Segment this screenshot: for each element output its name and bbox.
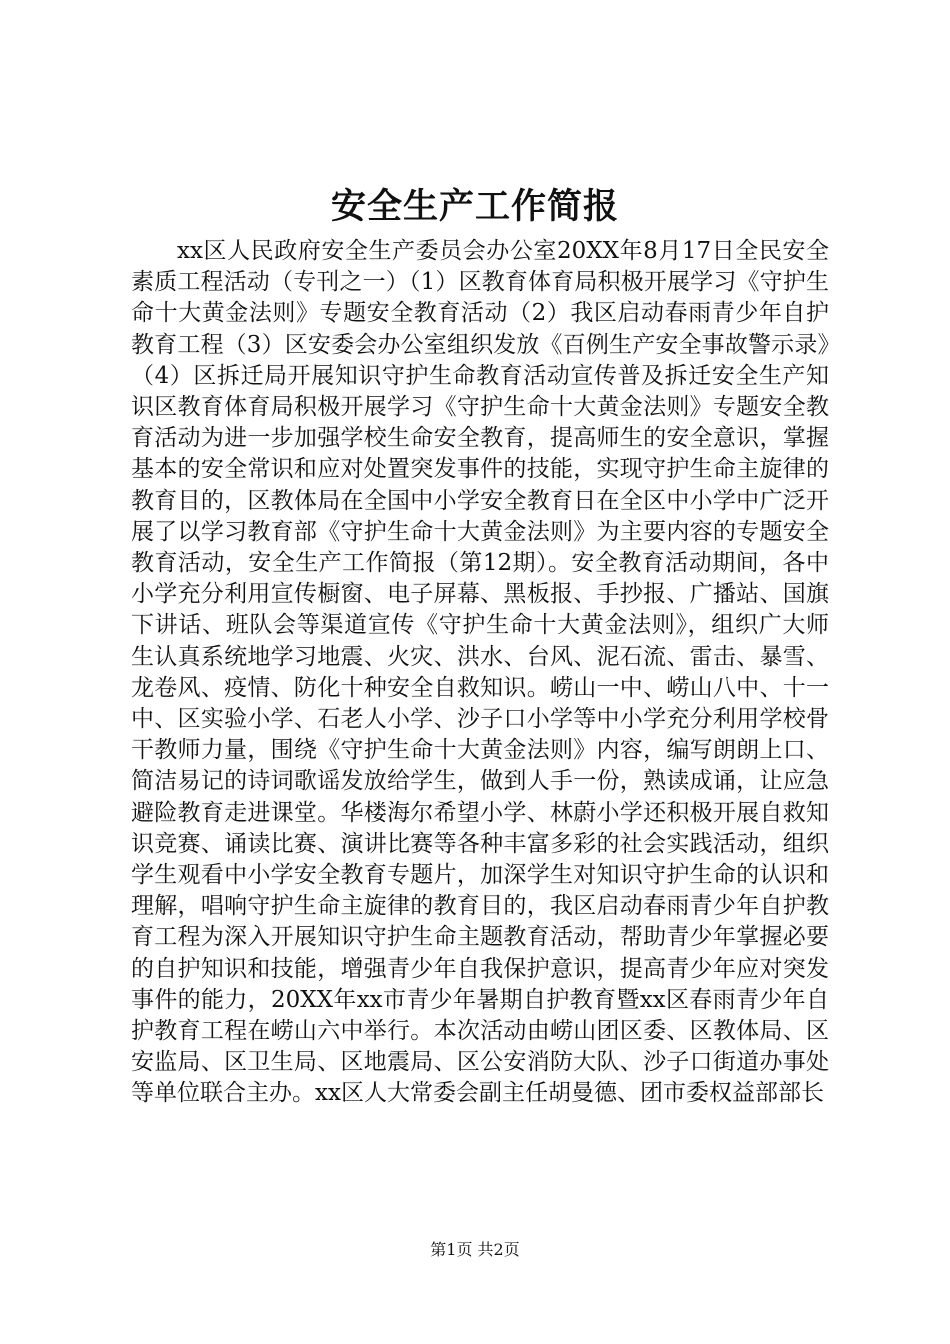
document-body: xx区人民政府安全生产委员会办公室20XX年8月17日全民安全素质工程活动（专刊之一）（1）区教育体育局积极开展学习《守护生命十大黄金法则》专题安全教育活动（2）我区启动春雨青少年自护教育工程（3）区安委会办公室组织发放《百例生产安全事故警示录》（4）区拆迁局开展知识守护生命教育活动宣传普及拆迁安全生产知识区教育体育局积极开展学习《守护生命十大黄金法则》专题安全教育活动为进一步加强学校生命安全教育，提高师生的安全意识，掌握基本的安全常识和应对处置突发事件的技能，实现守护生命主旋律的教育目的，区教体局在全国中小学安全教育日在全区中小学中广泛开展了以学习教育部《守护生命十大黄金法则》为主要内容的专题安全教育活动，安全生产工作简报（第12期）。安全教育活动期间，各中小学充分利用宣传橱窗、电子屏幕、黑板报、手抄报、广播站、国旗下讲话、班队会等渠道宣传《守护生命十大黄金法则》，组织广大师生认真系统地学习地震、火灾、洪水、台风、泥石流、雷击、暴雪、龙卷风、疫情、防化十种安全自救知识。崂山一中、崂山八中、十一中、区实验小学、石老人小学、沙子口小学等中小学充分利用学校骨干教师力量，围绕《守护生命十大黄金法则》内容，编写朗朗上口、简洁易记的诗词歌谣发放给学生，做到人手一份，熟读成诵，让应急避险教育走进课堂。华楼海尔希望小学、林蔚小学还积极开展自救知识竞赛、诵读比赛、演讲比赛等各种丰富多彩的社会实践活动，组织学生观看中小学安全教育专题片，加深学生对知识守护生命的认识和理解，唱响守护生命主旋律的教育目的，我区启动春雨青少年自护教育工程为深入开展知识守护生命主题教育活动，帮助青少年掌握必要的自护知识和技能，增强青少年自我保护意识，提高青少年应对突发事件的能力，20XX年xx市青少年暑期自护教育暨xx区春雨青少年自护教育工程在崂山六中举行。本次活动由崂山团区委、区教体局、区安监局、区卫生局、区地震局、区公安消防大队、沙子口街道办事处等单位联合主办。xx区人大常委会副主任胡曼德、团市委权益部部长 (131, 238, 829, 1107)
page-footer: 第1页 共2页 (430, 1240, 520, 1259)
document-title: 安全生产工作简报 (330, 186, 619, 227)
